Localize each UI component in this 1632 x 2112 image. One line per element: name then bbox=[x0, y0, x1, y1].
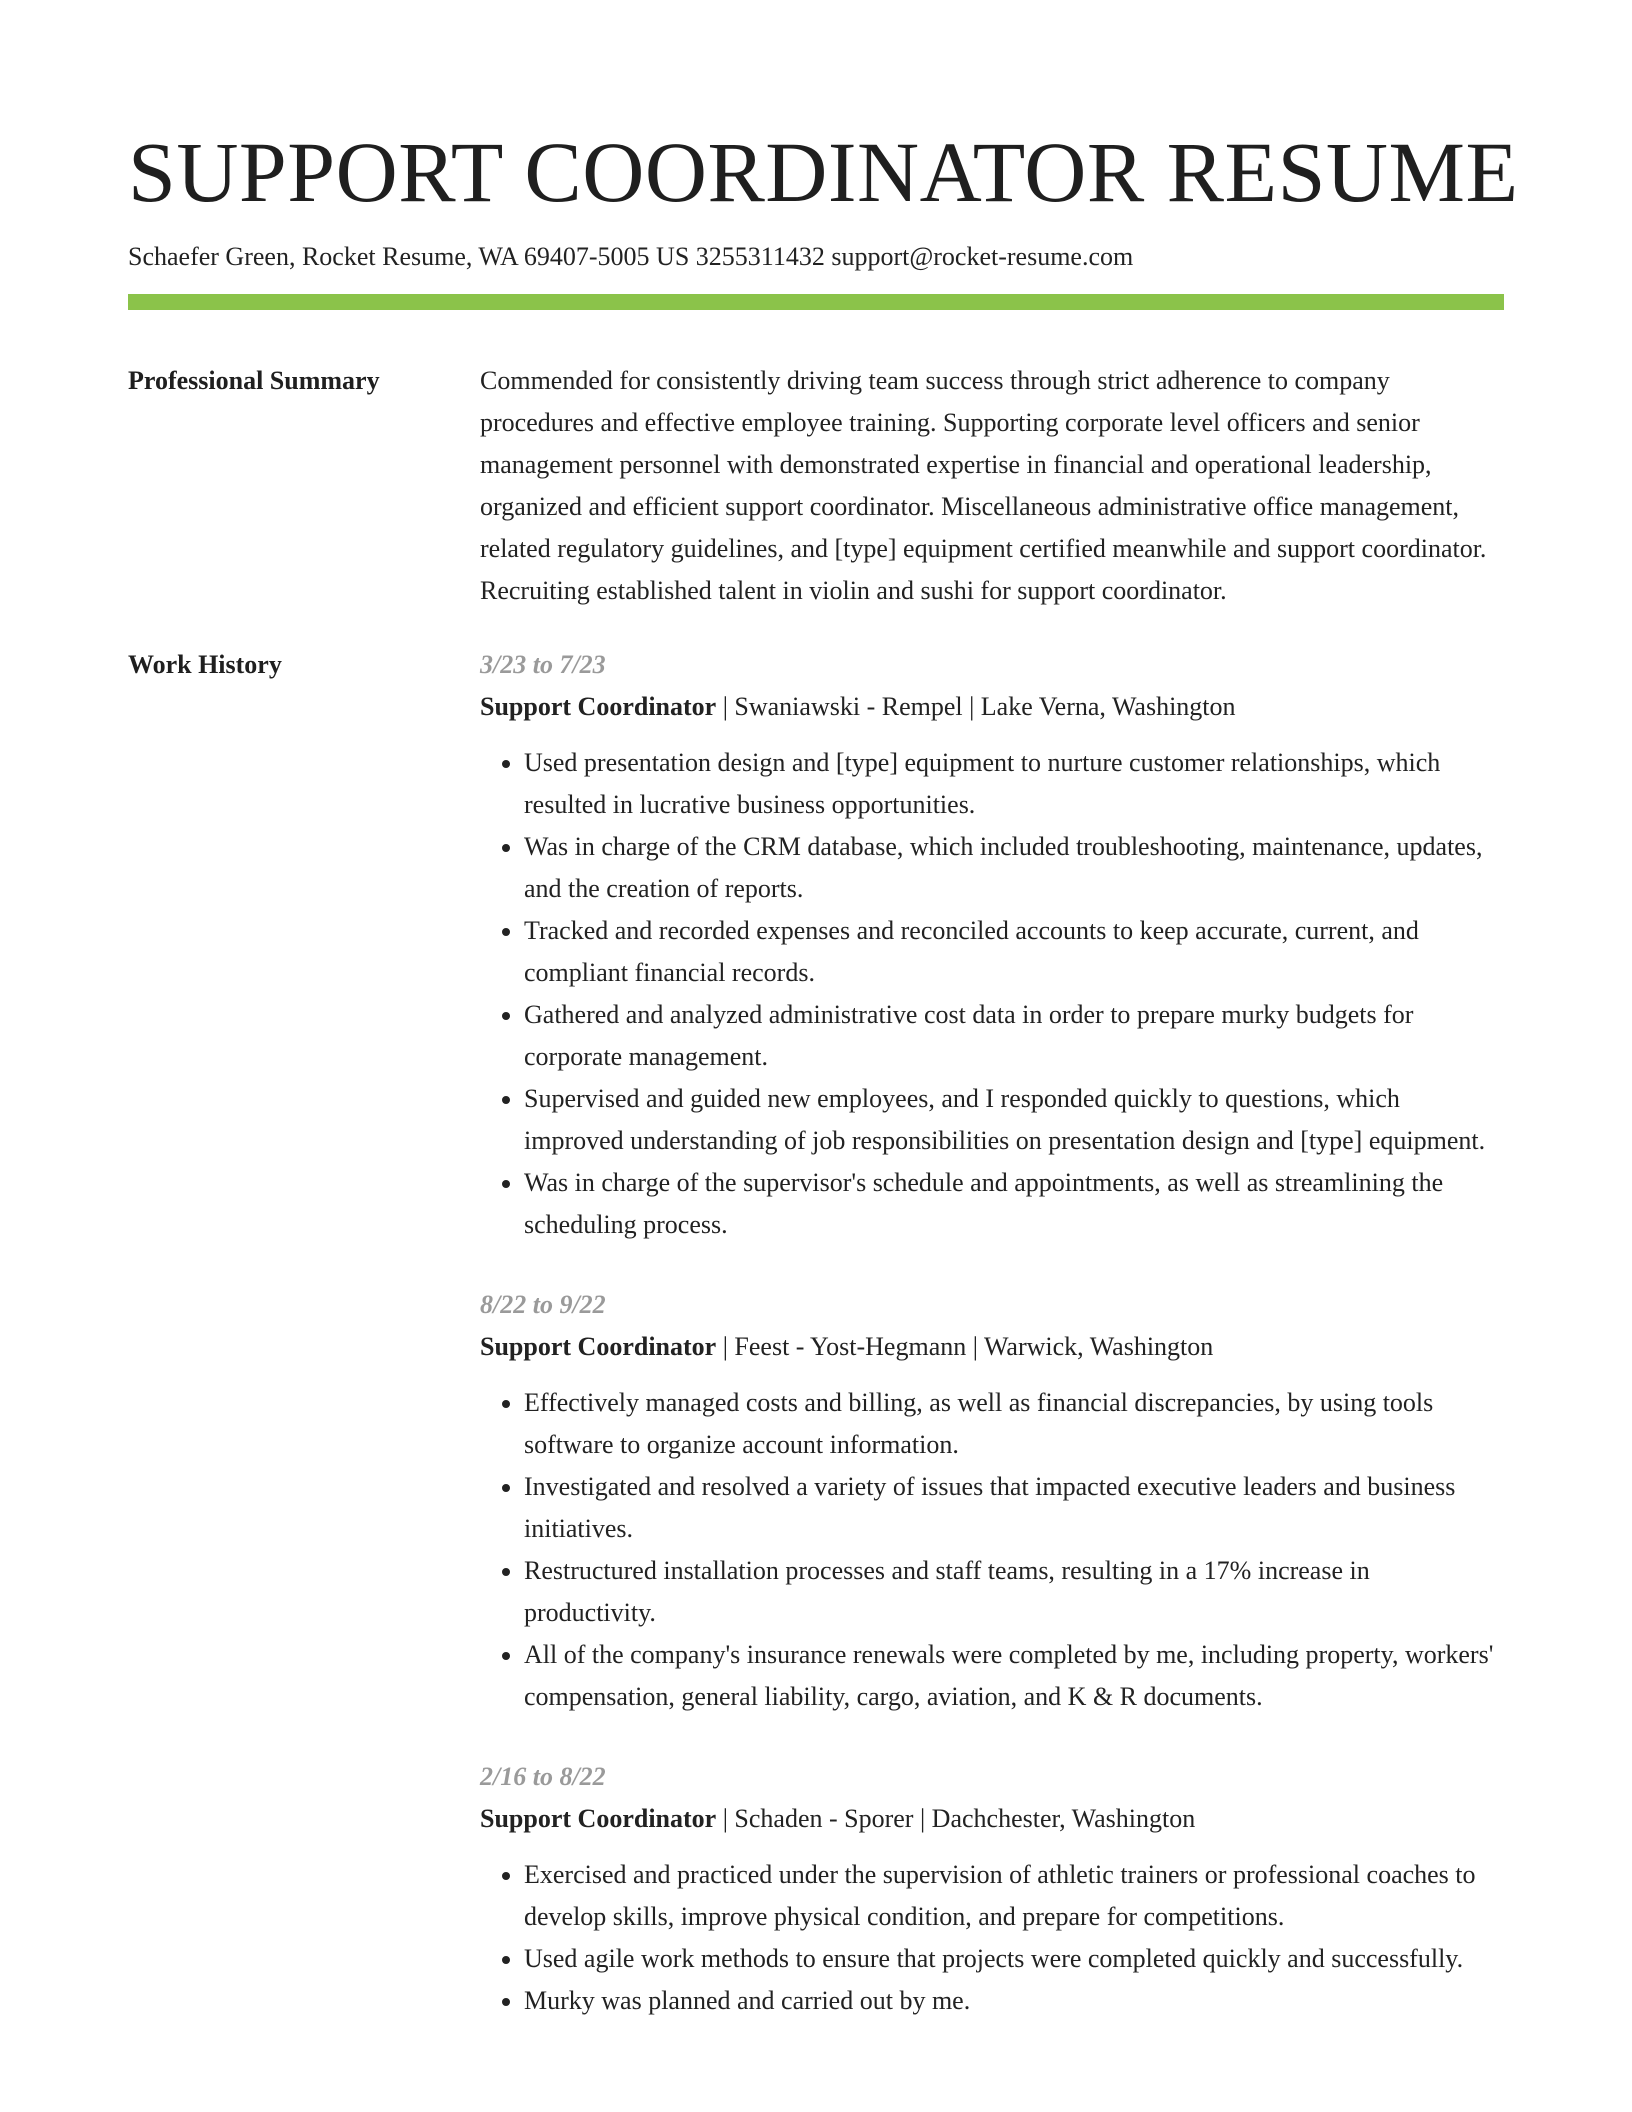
section-label-summary: Professional Summary bbox=[128, 366, 380, 395]
job-title: Support Coordinator bbox=[480, 1332, 717, 1361]
job-details: | Feest - Yost-Hegmann | Warwick, Washington bbox=[716, 1332, 1214, 1361]
job-bullet: • Was in charge of the CRM database, which included troubleshooting, maintenance, updates, and the creation of reports. bbox=[524, 826, 1504, 910]
job-details: | Schaden - Sporer | Dachchester, Washington bbox=[716, 1804, 1196, 1833]
job-bullet: • Used agile work methods to ensure that projects were completed quickly and successfully. bbox=[524, 1938, 1504, 1980]
job-bullet: • Was in charge of the supervisor's schedule and appointments, as well as streamlining the scheduling process. bbox=[524, 1162, 1504, 1246]
job-heading bbox=[480, 1798, 1504, 1840]
work-history-section bbox=[128, 644, 1504, 2022]
summary-text: Commended for consistently driving team success through strict adherence to company procedures and effective employee training. Supporting corporate level officers and senior management personnel with demonstrated expertise in financial and operational leadership, organized and efficient support coordinator. Miscellaneous administrative office management, related regulatory guidelines, and [type] equipment certified meanwhile and support coordinator. Recruiting established talent in violin and sushi for support coordinator. bbox=[480, 366, 1487, 605]
section-label-work-history: Work History bbox=[128, 650, 282, 679]
job-bullet: • Effectively managed costs and billing, as well as financial discrepancies, by using tools software to organize account information. bbox=[524, 1382, 1504, 1466]
job-title: Support Coordinator bbox=[480, 692, 717, 721]
job-bullet: • Restructured installation processes and staff teams, resulting in a 17% increase in productivity. bbox=[524, 1550, 1504, 1634]
professional-summary-section bbox=[128, 360, 1504, 612]
job-bullet: • All of the company's insurance renewals were completed by me, including property, workers' compensation, general liability, cargo, aviation, and K & R documents. bbox=[524, 1634, 1504, 1718]
job-bullets bbox=[480, 742, 1504, 1246]
header-divider bbox=[128, 294, 1504, 310]
job-entry bbox=[480, 644, 1504, 1246]
job-dates: 3/23 to 7/23 bbox=[480, 650, 606, 679]
job-dates: 8/22 to 9/22 bbox=[480, 1290, 606, 1319]
job-entry bbox=[480, 1756, 1504, 2022]
job-heading bbox=[480, 686, 1504, 728]
job-bullet: • Murky was planned and carried out by me. bbox=[524, 1980, 1504, 2022]
work-history-list bbox=[480, 644, 1504, 2022]
job-entry bbox=[480, 1284, 1504, 1718]
job-bullet: • Gathered and analyzed administrative cost data in order to prepare murky budgets for corporate management. bbox=[524, 994, 1504, 1078]
job-title: Support Coordinator bbox=[480, 1804, 717, 1833]
resume-title: SUPPORT COORDINATOR RESUME bbox=[128, 124, 1519, 220]
contact-line: Schaefer Green, Rocket Resume, WA 69407-5005 US 3255311432 support@rocket-resume.com bbox=[128, 242, 1134, 271]
job-heading bbox=[480, 1326, 1504, 1368]
job-bullet: • Investigated and resolved a variety of issues that impacted executive leaders and business initiatives. bbox=[524, 1466, 1504, 1550]
job-bullet: • Supervised and guided new employees, and I responded quickly to questions, which improved understanding of job responsibilities on presentation design and [type] equipment. bbox=[524, 1078, 1504, 1162]
job-details: | Swaniawski - Rempel | Lake Verna, Washington bbox=[716, 692, 1236, 721]
job-bullet: • Exercised and practiced under the supervision of athletic trainers or professional coaches to develop skills, improve physical condition, and prepare for competitions. bbox=[524, 1854, 1504, 1938]
job-dates: 2/16 to 8/22 bbox=[480, 1762, 606, 1791]
job-bullet: • Used presentation design and [type] equipment to nurture customer relationships, which resulted in lucrative business opportunities. bbox=[524, 742, 1504, 826]
job-bullets bbox=[480, 1382, 1504, 1718]
resume-page bbox=[128, 0, 1519, 2022]
job-bullet: • Tracked and recorded expenses and reconciled accounts to keep accurate, current, and compliant financial records. bbox=[524, 910, 1504, 994]
job-bullets bbox=[480, 1854, 1504, 2022]
